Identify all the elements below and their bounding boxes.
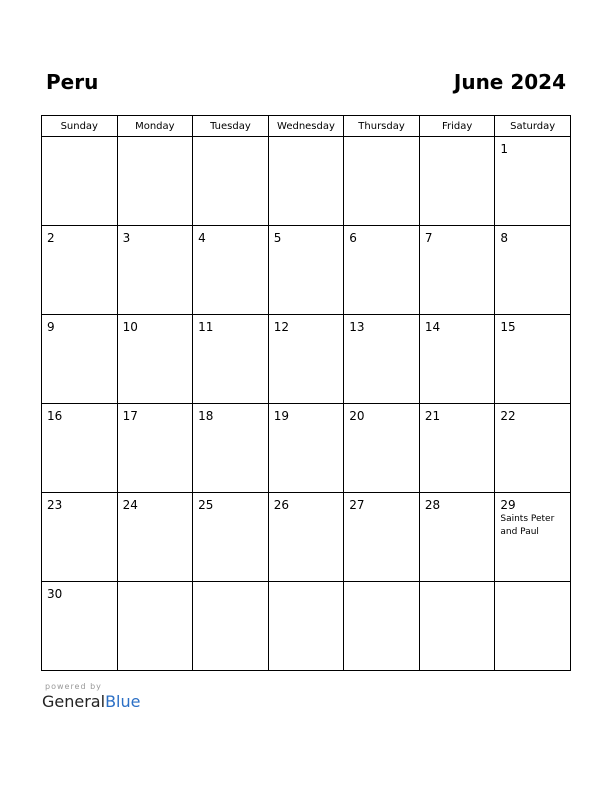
day-number: 6 — [349, 231, 357, 245]
week-row — [42, 582, 571, 671]
day-number: 23 — [47, 498, 63, 512]
day-number: 20 — [349, 409, 365, 423]
day-cell — [42, 226, 118, 315]
day-number: 14 — [424, 320, 441, 334]
weekday-header-row — [42, 116, 571, 137]
empty-day-cell — [419, 582, 495, 671]
empty-day-cell — [117, 582, 193, 671]
generalblue-logo — [42, 692, 140, 711]
weekday-monday: Monday — [117, 116, 193, 137]
day-number: 24 — [122, 498, 138, 512]
day-number — [118, 137, 193, 142]
day-cell — [495, 315, 571, 404]
day-cell — [117, 226, 193, 315]
day-cell — [344, 404, 420, 493]
holiday-label: Saints Peter and Paul — [500, 514, 555, 537]
day-cell — [419, 404, 495, 493]
empty-day-cell — [268, 137, 344, 226]
day-cell — [42, 404, 118, 493]
day-cell — [193, 404, 269, 493]
weekday-thursday: Thursday — [344, 116, 420, 137]
brand-general: General — [42, 692, 106, 711]
day-number: 10 — [122, 320, 138, 334]
day-cell — [495, 493, 571, 582]
day-number: 16 — [47, 409, 63, 423]
day-cell — [42, 582, 118, 671]
day-number: 13 — [349, 320, 365, 334]
day-number: 3 — [122, 231, 131, 245]
day-number: 8 — [500, 231, 509, 245]
day-cell — [42, 315, 118, 404]
day-cell — [268, 493, 344, 582]
day-number: 12 — [273, 320, 289, 334]
empty-day-cell — [344, 582, 420, 671]
day-cell — [117, 493, 193, 582]
day-number — [269, 582, 344, 587]
day-number: 22 — [500, 409, 516, 423]
day-number: 5 — [273, 231, 282, 245]
day-cell — [268, 315, 344, 404]
empty-day-cell — [344, 137, 420, 226]
day-cell — [193, 493, 269, 582]
week-row — [42, 137, 571, 226]
day-cell — [495, 137, 571, 226]
weekday-wednesday: Wednesday — [268, 116, 344, 137]
empty-day-cell — [419, 137, 495, 226]
day-number — [193, 582, 268, 587]
day-number — [344, 582, 419, 587]
powered-by-text: powered by — [45, 682, 102, 691]
day-number — [420, 137, 495, 142]
empty-day-cell — [42, 137, 118, 226]
week-row — [42, 404, 571, 493]
day-number — [269, 137, 344, 142]
weekday-friday: Friday — [419, 116, 495, 137]
day-number: 29 — [500, 498, 516, 512]
day-cell — [117, 315, 193, 404]
day-cell — [344, 226, 420, 315]
day-cell — [193, 226, 269, 315]
calendar-grid — [41, 115, 571, 671]
day-number — [420, 582, 495, 587]
week-row — [42, 226, 571, 315]
day-number — [495, 582, 570, 587]
day-number: 1 — [500, 142, 509, 156]
day-cell — [344, 315, 420, 404]
day-cell — [495, 226, 571, 315]
footer-branding — [42, 682, 140, 711]
empty-day-cell — [117, 137, 193, 226]
day-number: 4 — [198, 231, 206, 245]
day-cell — [419, 493, 495, 582]
day-number: 19 — [273, 409, 289, 423]
day-number: 15 — [500, 320, 516, 334]
day-cell — [268, 226, 344, 315]
day-cell — [42, 493, 118, 582]
brand-blue: Blue — [105, 692, 141, 711]
day-cell — [495, 404, 571, 493]
day-number — [118, 582, 193, 587]
day-number — [193, 137, 268, 142]
country-title: Peru — [46, 70, 99, 94]
day-number: 26 — [273, 498, 289, 512]
day-number — [42, 137, 117, 142]
day-cell — [117, 404, 193, 493]
day-number: 11 — [198, 320, 214, 334]
weekday-tuesday: Tuesday — [193, 116, 269, 137]
day-number: 18 — [198, 409, 214, 423]
day-cell — [419, 226, 495, 315]
day-cell — [268, 404, 344, 493]
empty-day-cell — [193, 137, 269, 226]
day-number: 30 — [47, 587, 63, 601]
day-cell — [193, 315, 269, 404]
day-number: 27 — [349, 498, 365, 512]
week-row — [42, 315, 571, 404]
day-number: 28 — [424, 498, 441, 512]
weekday-saturday: Saturday — [495, 116, 571, 137]
month-year-title: June 2024 — [453, 70, 566, 94]
empty-day-cell — [495, 582, 571, 671]
week-row — [42, 493, 571, 582]
day-cell — [419, 315, 495, 404]
day-number: 2 — [47, 231, 55, 245]
day-number — [344, 137, 419, 142]
empty-day-cell — [268, 582, 344, 671]
day-number: 17 — [122, 409, 138, 423]
weekday-sunday: Sunday — [42, 116, 118, 137]
day-number: 7 — [424, 231, 433, 245]
empty-day-cell — [193, 582, 269, 671]
day-number: 25 — [198, 498, 214, 512]
day-number: 9 — [47, 320, 55, 334]
day-number: 21 — [424, 409, 441, 423]
day-cell — [344, 493, 420, 582]
